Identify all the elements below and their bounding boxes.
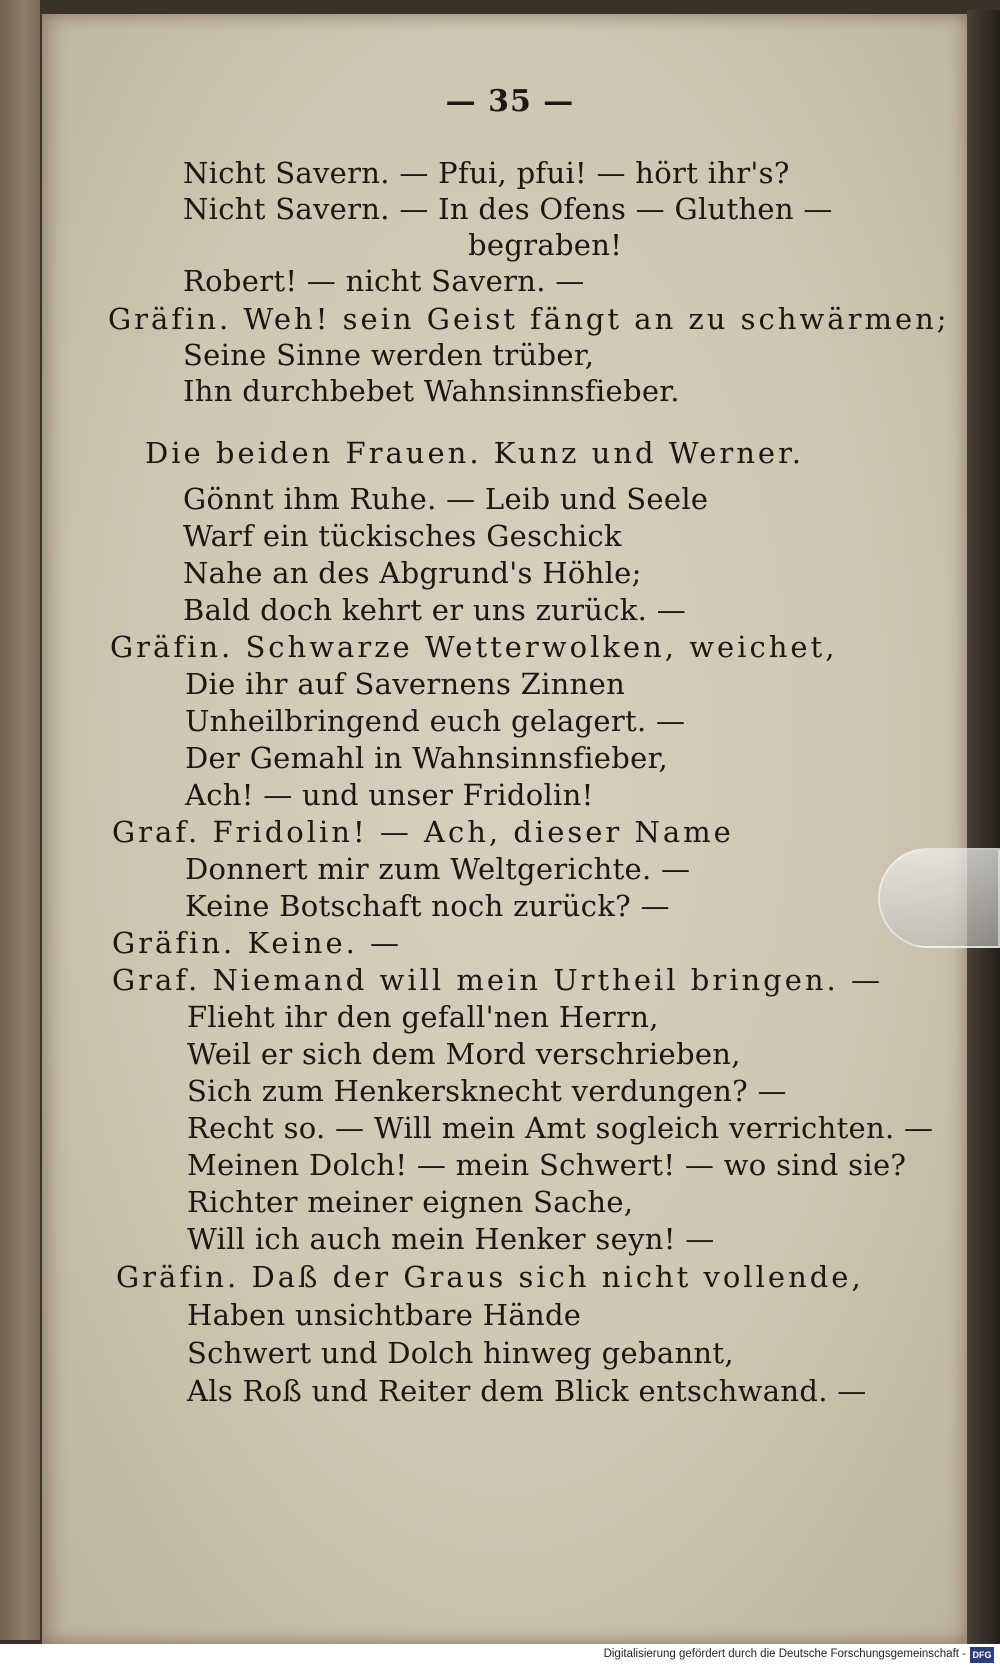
text-line: Nicht Savern. — Pfui, pfui! — hört ihr's? [183,156,790,190]
dfg-logo: DFG [970,1647,994,1663]
speaker-line: Gräfin. Keine. — [112,926,403,960]
text-line: Der Gemahl in Wahnsinnsfieber, [185,741,669,775]
text-line: Ach! — und unser Fridolin! [185,778,594,812]
speaker-line: Die beiden Frauen. Kunz und Werner. [145,436,804,470]
text-line: Robert! — nicht Savern. — [183,264,585,298]
book-edge [967,10,1000,1650]
text-line: Ihn durchbebet Wahnsinnsfieber. [183,374,680,408]
text-line: Donnert mir zum Weltgerichte. — [185,852,691,886]
text-line: Unheilbringend euch gelagert. — [185,704,686,738]
text-line: Flieht ihr den gefall'nen Herrn, [187,1000,659,1034]
text-line: Keine Botschaft noch zurück? — [185,889,670,923]
text-line: Schwert und Dolch hinweg gebannt, [187,1336,734,1370]
previous-page-edge [0,0,40,1640]
text-line: Recht so. — Will mein Amt sogleich verrichten. — [187,1111,934,1145]
text-line: Nahe an des Abgrund's Höhle; [183,556,642,590]
text-line: Sich zum Henkersknecht verdungen? — [187,1074,787,1108]
text-line: Gönnt ihm Ruhe. — Leib und Seele [183,482,709,516]
footer-credit: Digitalisierung gefördert durch die Deutsche Forschungsgemeinschaft - [603,1648,966,1660]
text-line: Will ich auch mein Henker seyn! — [187,1222,715,1256]
text-line: Nicht Savern. — In des Ofens — Gluthen — [183,192,833,226]
page-number: — 35 — [445,84,575,119]
text-line: Bald doch kehrt er uns zurück. — [183,593,687,627]
speaker-line: Gräfin. Weh! sein Geist fängt an zu schwärmen; [108,302,950,336]
text-line: Haben unsichtbare Hände [187,1298,582,1332]
text-line: Weil er sich dem Mord verschrieben, [187,1037,741,1071]
speaker-line: Gräfin. Schwarze Wetterwolken, weichet, [110,630,838,664]
text-line: Die ihr auf Savernens Zinnen [185,667,626,701]
speaker-line: Gräfin. Daß der Graus sich nicht vollende, [116,1260,864,1294]
page-clip [878,848,1000,948]
text-line: Meinen Dolch! — mein Schwert! — wo sind sie? [187,1148,907,1182]
text-line: Richter meiner eignen Sache, [187,1185,634,1219]
text-line: begraben! [468,228,623,262]
speaker-line: Graf. Niemand will mein Urtheil bringen. — [112,963,883,997]
text-line: Als Roß und Reiter dem Blick entschwand. — [187,1374,867,1408]
text-line: Warf ein tückisches Geschick [183,519,622,553]
speaker-line: Graf. Fridolin! — Ach, dieser Name [112,815,734,849]
footer-bar [0,1644,1000,1668]
text-line: Seine Sinne werden trüber, [183,338,595,372]
